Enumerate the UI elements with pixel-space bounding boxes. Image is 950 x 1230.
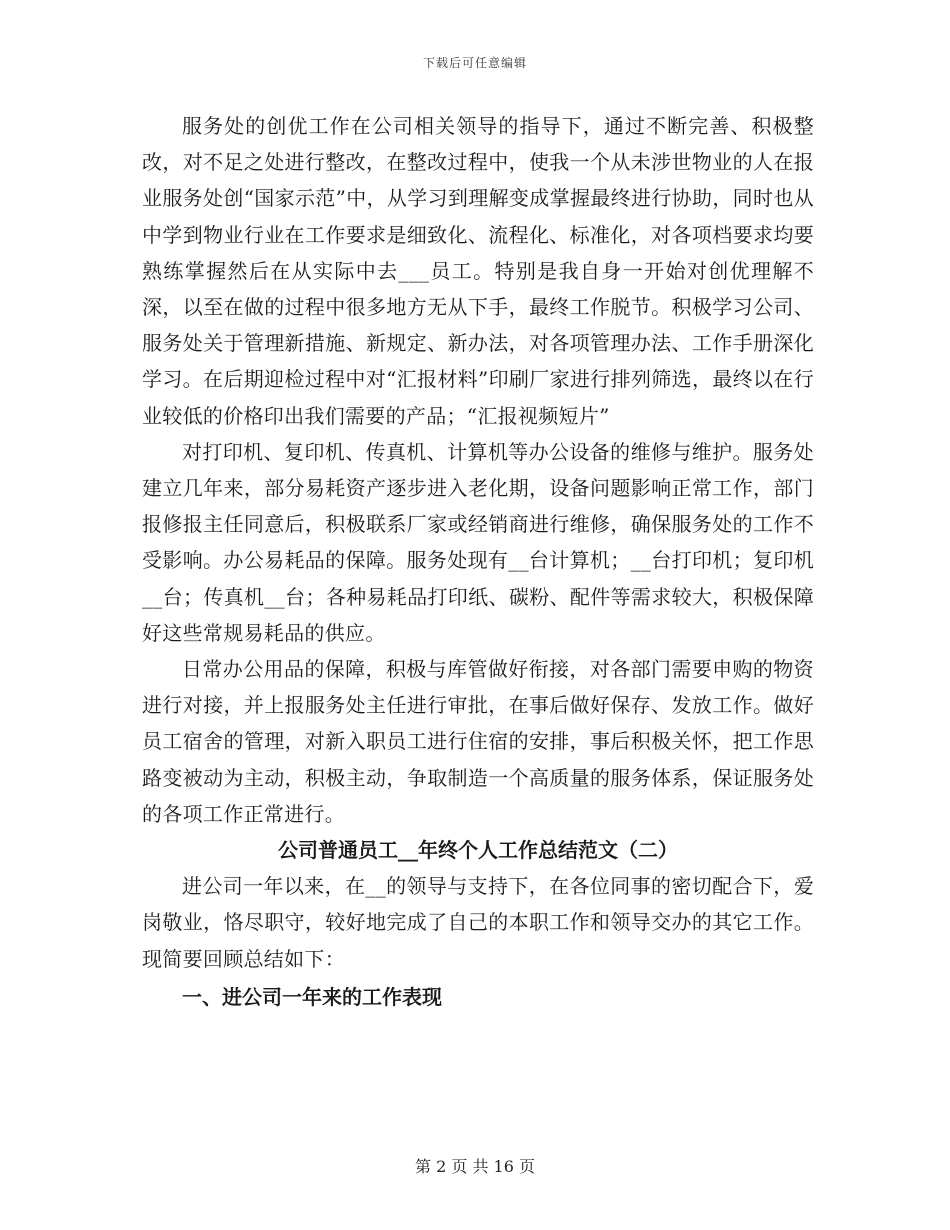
header-note: 下载后可任意编辑 bbox=[422, 56, 527, 70]
sub-heading: 一、进公司一年来的工作表现 bbox=[182, 984, 442, 1009]
body-paragraph-3: 日常办公用品的保障，积极与库管做好衔接，对各部门需要申购的物资进行对接，并上报服务处主任进行审批，在事后做好保存、发放工作。做好员工宿舍的管理，对新入职员工进行住宿的安排，事后积极关怀，把工作思路变被动为主动，积极主动，争取制造一个高质量的服务体系，保证服务处的各项工作正常进行。 bbox=[142, 657, 814, 826]
section-paragraph: 进公司一年以来，在__的领导与支持下，在各位同事的密切配合下，爱岗敬业，恪尽职守，较好地完成了自己的本职工作和领导交办的其它工作。现简要回顾总结如下： bbox=[142, 874, 814, 971]
section-title: 公司普通员工__年终个人工作总结范文（二） bbox=[278, 838, 678, 863]
body-paragraph-2: 对打印机、复印机、传真机、计算机等办公设备的维修与维护。服务处建立几年来，部分易耗资产逐步进入老化期，设备问题影响正常工作，部门报修报主任同意后，积极联系厂家或经销商进行维修，确保服务处的工作不受影响。办公易耗品的保障。服务处现有__台计算机；__台打印机；复印机__台；传真机__台；各种易耗品打印纸、碳粉、配件等需求较大，积极保障好这些常规易耗品的供应。 bbox=[142, 439, 814, 645]
body-paragraph-1: 服务处的创优工作在公司相关领导的指导下，通过不断完善、积极整改，对不足之处进行整改，在整改过程中，使我一个从未涉世物业的人在报业服务处创“国家示范”中，从学习到理解变成掌握最终进行协助，同时也从中学到物业行业在工作要求是细致化、流程化、标准化，对各项档要求均要熟练掌握然后在从实际中去___员工。特别是我自身一开始对创优理解不深，以至在做的过程中很多地方无从下手，最终工作脱节。积极学习公司、服务处关于管理新措施、新规定、新办法，对各项管理办法、工作手册深化学习。在后期迎检过程中对“汇报材料”印刷厂家进行排列筛选，最终以在行业较低的价格印出我们需要的产品；“汇报视频短片” bbox=[142, 114, 814, 428]
page-number: 第 2 页 共 16 页 bbox=[415, 1157, 535, 1176]
document-body bbox=[142, 108, 814, 1015]
